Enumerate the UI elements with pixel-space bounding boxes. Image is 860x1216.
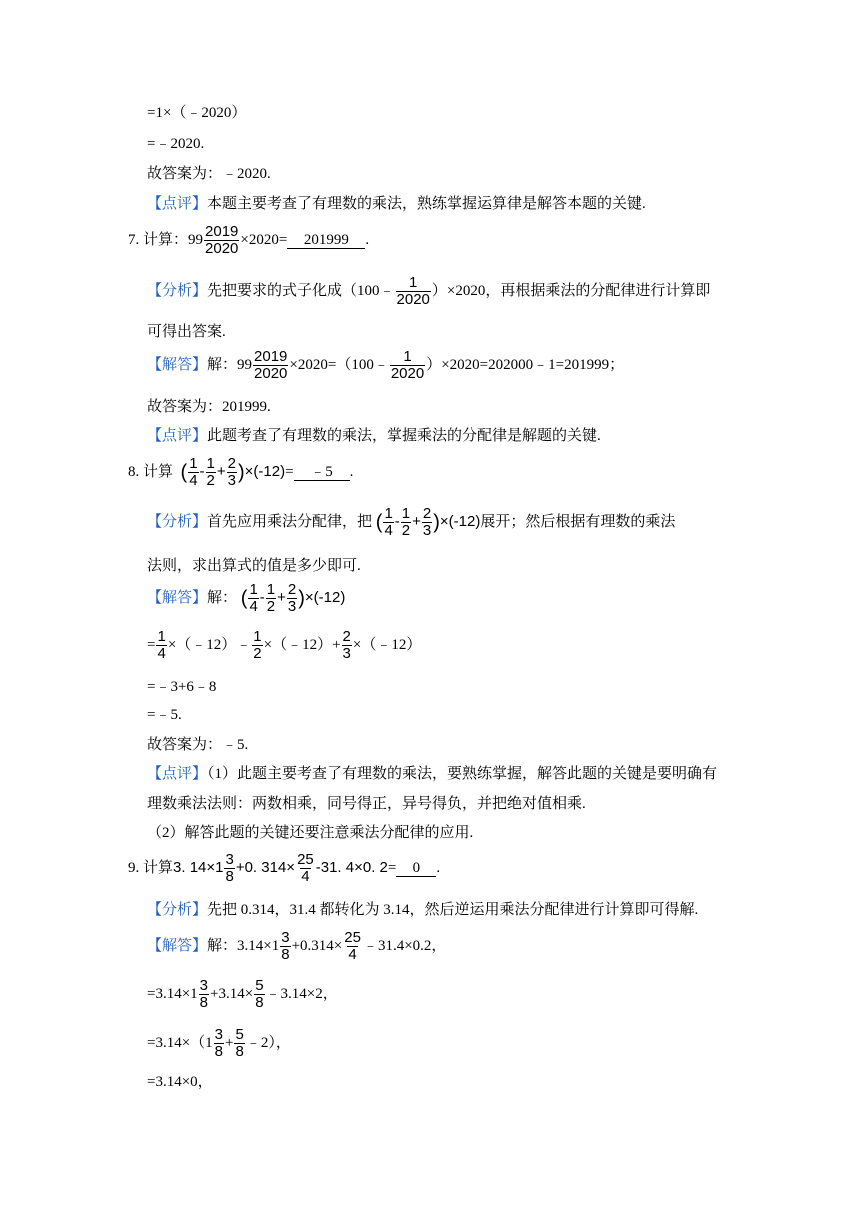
comment-line [147, 197, 646, 212]
comment-tag: 【点评】 [147, 766, 208, 782]
analysis-line: 【分析】先把 0.314，31.4 都转化为 3.14，然后逆运用乘法分配律进行计算即可得解. [147, 902, 699, 918]
solution-step: =3.14×0， [147, 1074, 213, 1090]
answer-blank: 201999 [287, 232, 365, 249]
question-number: 7. [128, 231, 140, 248]
question-8: 8. 计算 ( $\frac{1}{4}$ - $\frac{1}{2}$ + $\frac{2}{3}$ )×(-12)= ﹣5 . [128, 455, 354, 489]
answer-blank: ﹣5 [294, 464, 350, 481]
text-line: 故答案为：﹣5. [147, 737, 249, 753]
comment-line: 【点评】（1）此题主要考查了有理数的乘法，要熟练掌握，解答此题的关键是要明确有 [147, 766, 718, 782]
analysis-line: 法则，求出算式的值是多少即可. [147, 558, 361, 574]
comment-tag: 【点评】 [147, 428, 208, 444]
text-line: =﹣2020. [147, 136, 205, 152]
question-number: 9. [128, 859, 140, 876]
text-line: 故答案为：201999. [147, 399, 271, 415]
question-text: 计算：99 [143, 231, 204, 248]
fraction: $\frac{1}{2020}$ [390, 348, 425, 382]
solution-step: =3.14×1 $\frac{3}{8}$ +3.14× $\frac{5}{8}$ ﹣3.14×2， [147, 977, 338, 1011]
solution-step: =﹣3+6﹣8 [147, 679, 217, 695]
answer-blank: 0 [396, 860, 436, 877]
comment-line: 【点评】此题考查了有理数的乘法，掌握乘法的分配律是解题的关键. [147, 428, 601, 444]
analysis-tag: 【分析】 [147, 513, 208, 530]
comment-line: 理数乘法法则：两数相乘，同号得正，异号得负，并把绝对值相乘. [147, 796, 586, 812]
solution-line: 【解答】解：99 $\frac{2019}{2020}$ ×2020=（100﹣ $\frac{1}{2020}$ ）×2020=202000﹣1=201999； [147, 348, 625, 382]
comment-tag: 【点评】 [147, 196, 208, 212]
fraction: $\frac{2019}{2020}$ [254, 348, 288, 382]
comment-text: 本题主要考查了有理数的乘法，熟练掌握运算律是解答本题的关键. [207, 196, 646, 212]
solution-step: = $\frac{1}{4}$ ×（﹣12）﹣ $\frac{1}{2}$ ×（﹣12）+ $\frac{2}{3}$ ×（﹣12） [147, 628, 422, 662]
text-line: 故答案为：﹣2020. [147, 166, 271, 182]
analysis-line: 【分析】先把要求的式子化成（100﹣ $\frac{1}{2020}$ ）×2020，再根据乘法的分配律进行计算即 [147, 274, 711, 308]
solution-step: =3.14×（1 $\frac{3}{8}$ + $\frac{5}{8}$ ﹣2）， [147, 1026, 291, 1060]
question-text: ×2020= [240, 231, 288, 248]
analysis-tag: 【分析】 [147, 902, 208, 918]
analysis-line: 【分析】首先应用乘法分配律，把 ( $\frac{1}{4}$ - $\frac{1}{2}$ + $\frac{2}{3}$ )×(-12)展开；然后根据有理数的乘法 [147, 505, 676, 539]
solution-tag: 【解答】 [147, 589, 208, 606]
solution-tag: 【解答】 [147, 937, 208, 954]
analysis-line: 可得出答案. [147, 324, 226, 340]
question-7: 7. 计算：99 $\frac{2019}{2020}$ ×2020= 201999 . [128, 223, 370, 257]
solution-step: =﹣5. [147, 707, 182, 723]
fraction: $\frac{2019}{2020}$ [205, 223, 239, 257]
solution-line: 【解答】解：3.14×1 $\frac{3}{8}$ +0.314× $\frac{25}{4}$ ﹣31.4×0.2， [147, 929, 447, 963]
text-line: =1×（﹣2020） [147, 105, 247, 121]
solution-tag: 【解答】 [147, 356, 208, 373]
comment-line: （2）解答此题的关键还要注意乘法分配律的应用. [147, 825, 474, 841]
question-number: 8. [128, 463, 140, 480]
analysis-tag: 【分析】 [147, 282, 208, 299]
question-9: 9. 计算3. 14×1 $\frac{3}{8}$ +0. 314× $\frac{25}{4}$ -31. 4×0. 2= 0 . [128, 851, 441, 885]
solution-line: 【解答】解： ( $\frac{1}{4}$ - $\frac{1}{2}$ + $\frac{2}{3}$ )×(-12) [147, 581, 346, 615]
fraction: $\frac{1}{2020}$ [396, 274, 430, 308]
